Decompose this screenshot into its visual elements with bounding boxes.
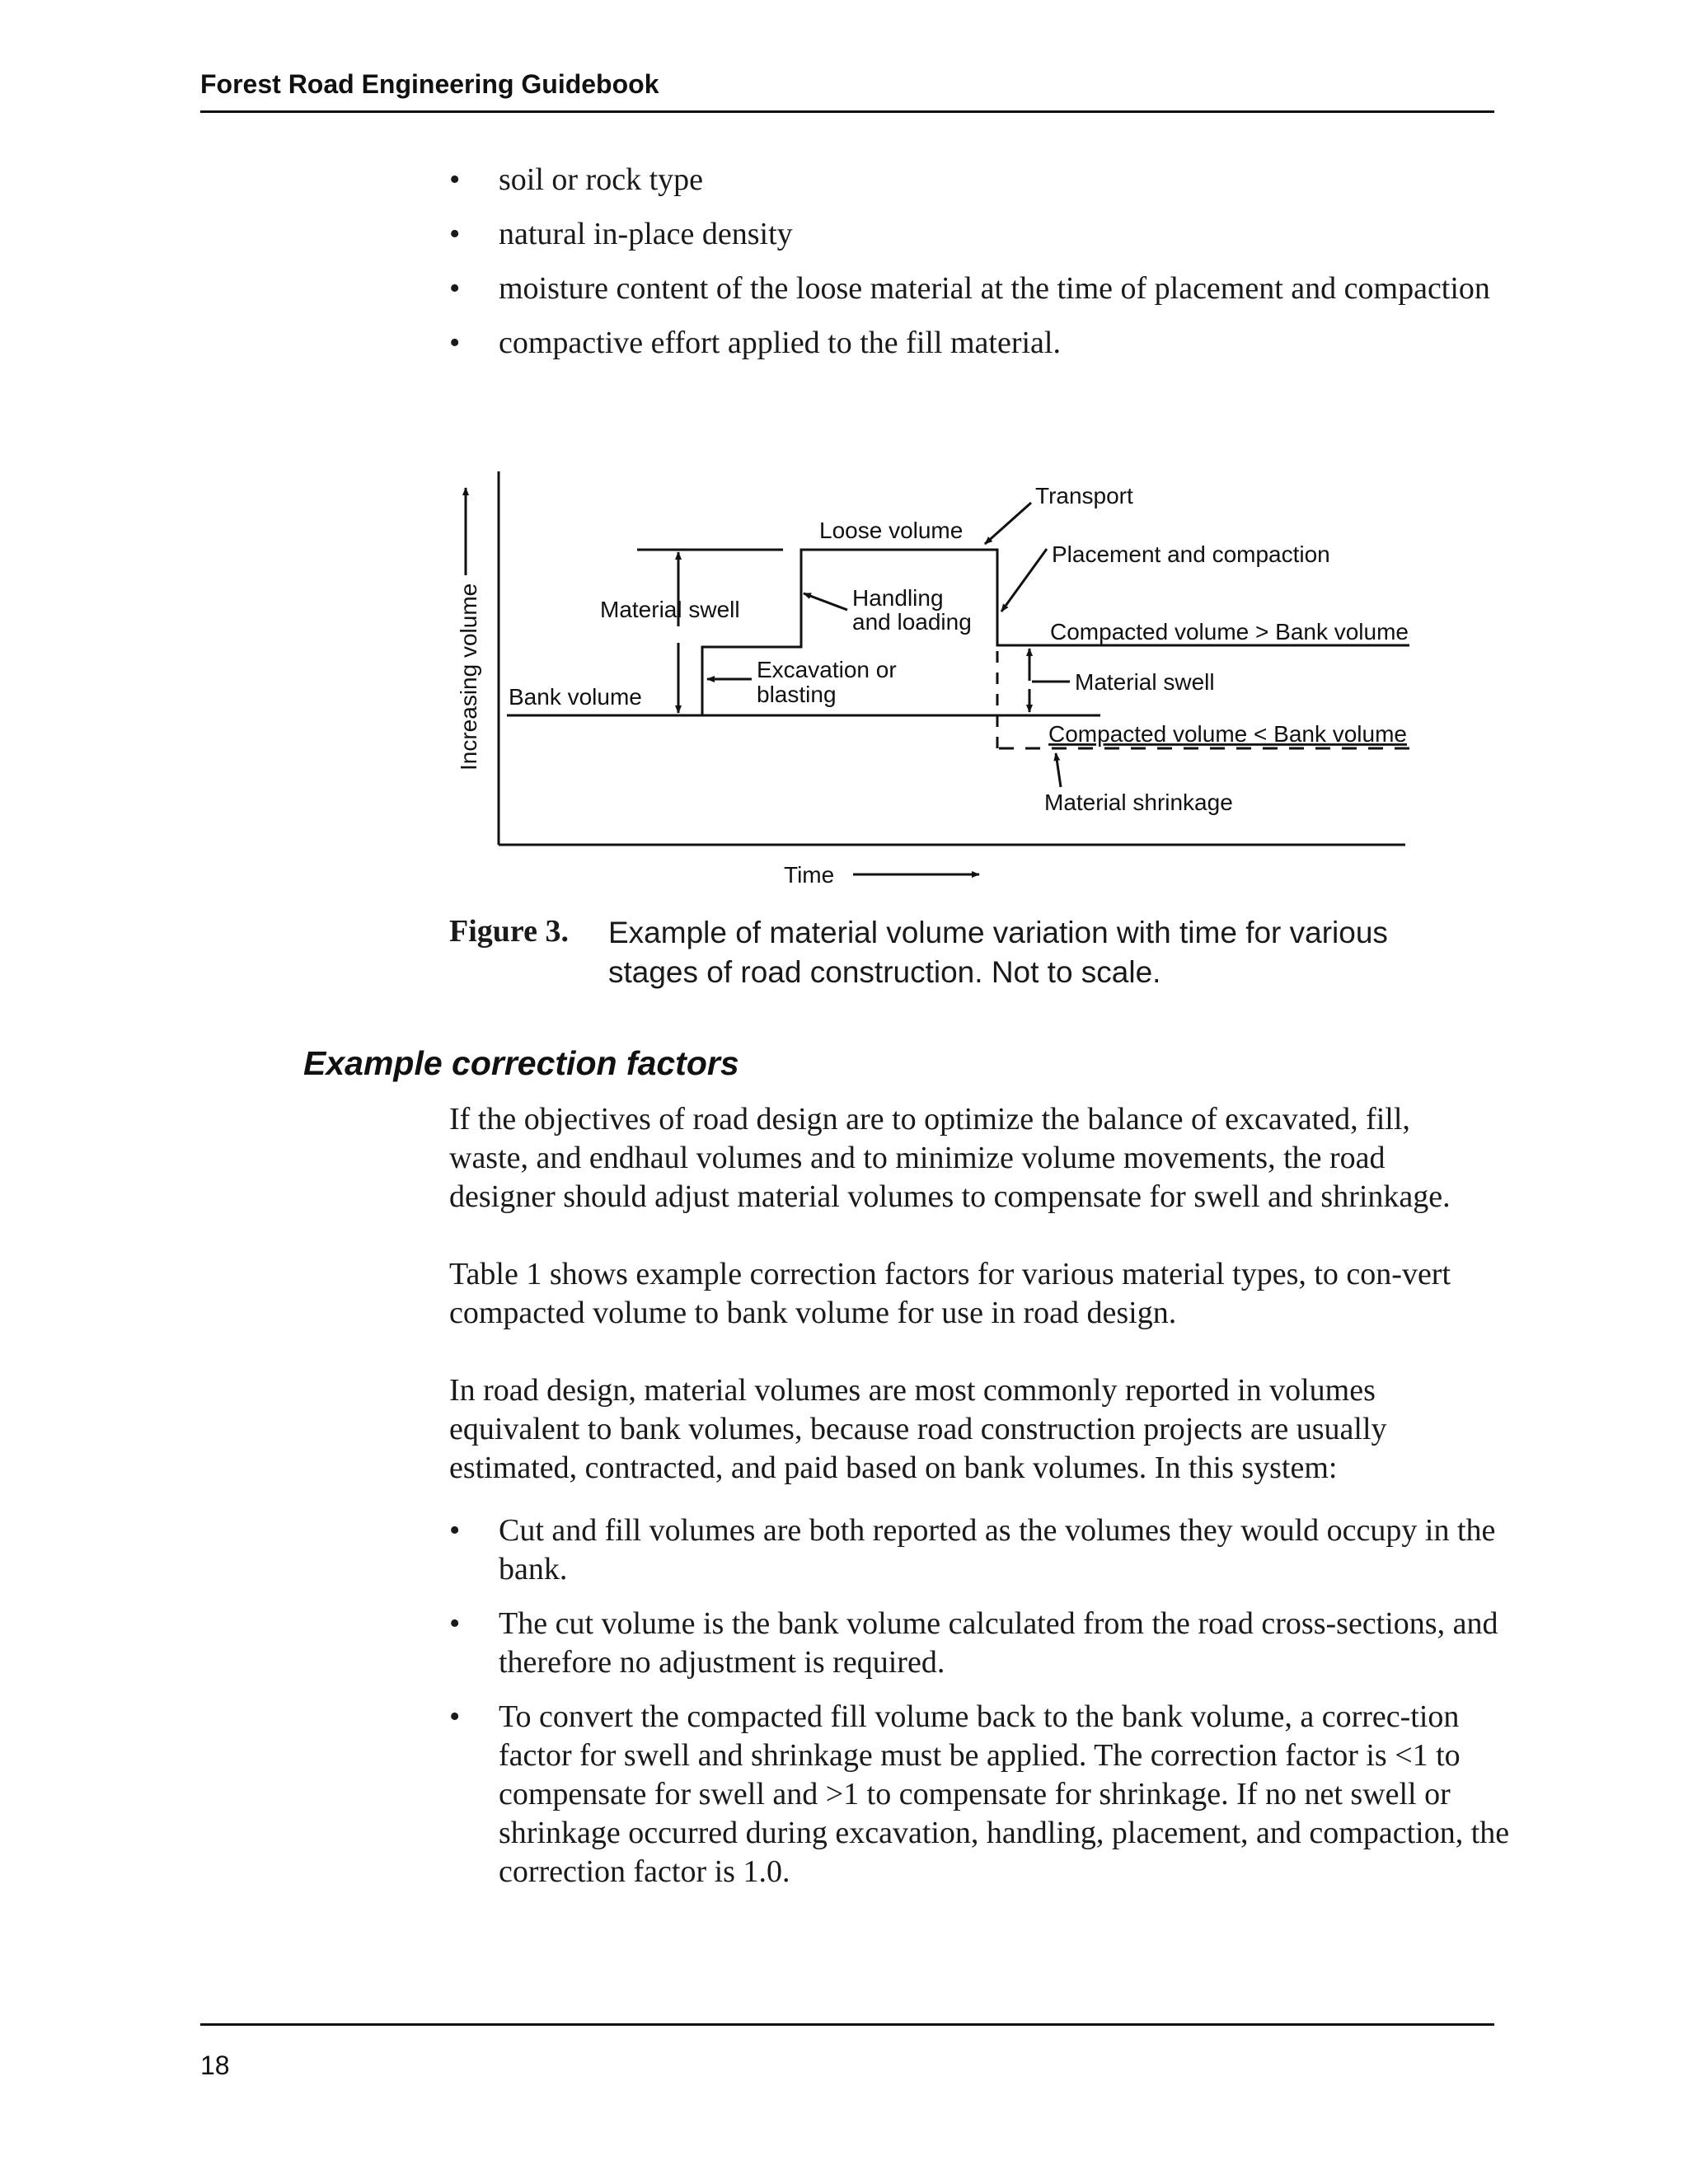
- figure-caption-label: Figure 3.: [449, 914, 569, 949]
- handling-arrow: [804, 593, 847, 610]
- x-axis-label: Time: [784, 862, 835, 888]
- running-header: Forest Road Engineering Guidebook: [200, 69, 659, 99]
- excavation-label-line1: Excavation or: [757, 657, 897, 682]
- bank-volume-label: Bank volume: [509, 684, 642, 710]
- handling-label-line1: Handling: [852, 585, 944, 611]
- placement-label: Placement and compaction: [1052, 541, 1330, 567]
- list-item: • compactive effort applied to the fill material.: [449, 324, 1504, 363]
- page-number: 18: [200, 2050, 230, 2080]
- list-item: • soil or rock type: [449, 161, 1504, 199]
- footer-rule: [200, 2023, 1494, 2026]
- list-item: • To convert the compacted fill volume back to the bank volume, a correc-tion factor for swell and shrinkage must be applied. The correction factor is <1 to compensate for swell and >1 to compensate for shrinkage. If no net swell or shrinkage occurred during excavation, handling, placement, and compaction, the correction factor is 1.0.: [449, 1698, 1512, 1891]
- shrinkage-arrow: [1056, 753, 1061, 787]
- paragraph: In road design, material volumes are most commonly reported in volumes equivalent to bank volumes, because road construction projects are usually estimated, contracted, and paid based on bank volumes. In this system:: [449, 1373, 1387, 1485]
- list-item: • Cut and fill volumes are both reported as the volumes they would occupy in the bank.: [449, 1511, 1512, 1589]
- section-heading: Example correction factors: [303, 1044, 739, 1082]
- paragraph: If the objectives of road design are to optimize the balance of excavated, fill, waste, and endhaul volumes and to minimize volume movements, the road designer should adjust material volumes to compensate for swell and shrinkage.: [449, 1102, 1451, 1214]
- figure-caption-text: Example of material volume variation with time for various stages of road construction. Not to scale.: [608, 916, 1388, 989]
- volume-time-diagram: [0, 0, 1688, 907]
- list-item: • The cut volume is the bank volume calculated from the road cross-sections, and therefore no adjustment is required.: [449, 1605, 1512, 1682]
- compacted-greater-label: Compacted volume > Bank volume: [1050, 619, 1409, 644]
- compacted-less-label: Compacted volume < Bank volume: [1048, 721, 1407, 747]
- placement-arrow: [1001, 549, 1047, 612]
- material-swell-left-label: Material swell: [600, 597, 740, 622]
- material-shrinkage-label: Material shrinkage: [1044, 790, 1233, 815]
- transport-label: Transport: [1035, 483, 1133, 509]
- volume-system-bullet-list: [449, 1511, 1512, 1907]
- list-item: • moisture content of the loose material at the time of placement and compaction: [449, 269, 1504, 308]
- loose-volume-label: Loose volume: [819, 518, 964, 543]
- paragraph: Table 1 shows example correction factors for various material types, to con-vert compacted volume to bank volume for use in road design.: [449, 1257, 1451, 1330]
- excavation-label-line2: blasting: [757, 682, 837, 707]
- list-item: • natural in-place density: [449, 215, 1504, 254]
- y-axis-label: Increasing volume: [456, 583, 481, 771]
- transport-arrow: [985, 503, 1031, 544]
- handling-label-line2: and loading: [852, 609, 972, 635]
- material-swell-right-label: Material swell: [1075, 669, 1215, 695]
